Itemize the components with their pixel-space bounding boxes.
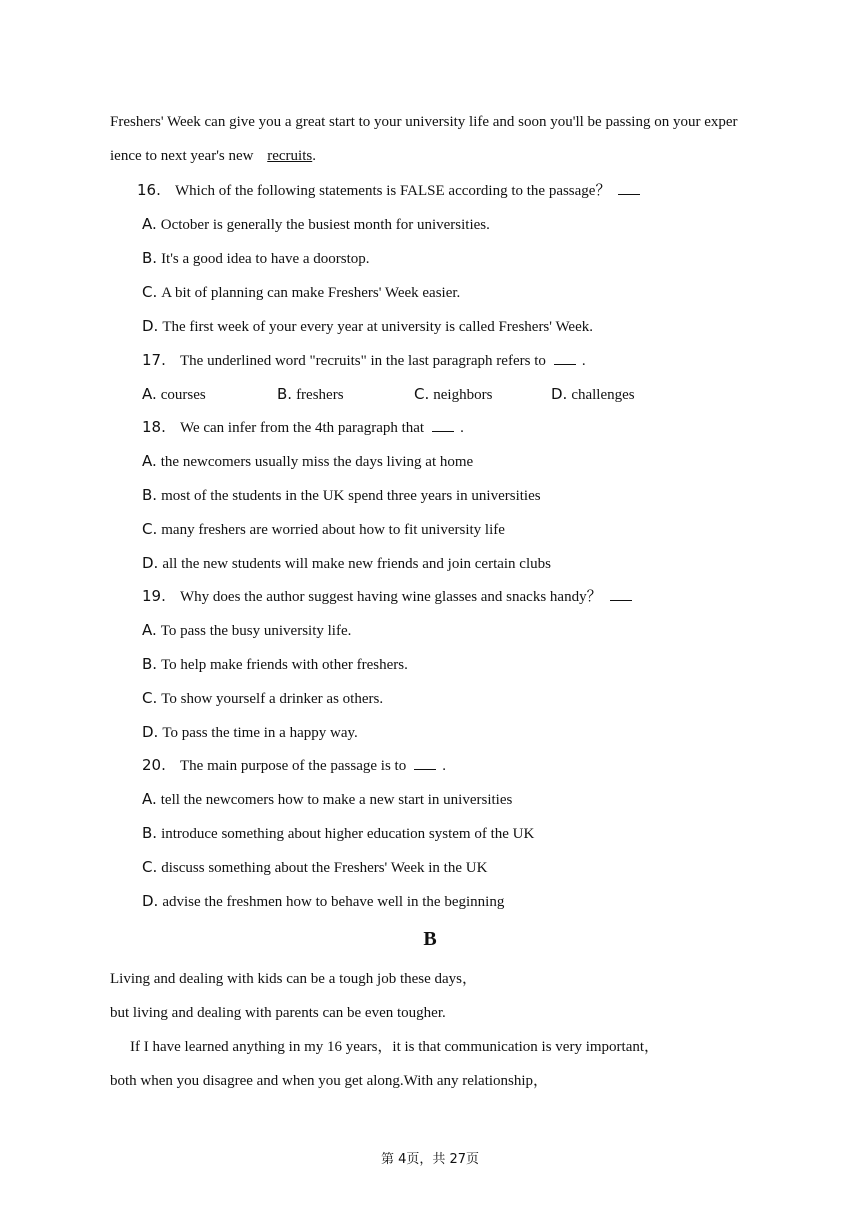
option-letter: B. bbox=[142, 824, 158, 842]
option-letter: D. bbox=[142, 723, 159, 741]
option-text: many freshers are worried about how to fit university life bbox=[161, 522, 505, 538]
option-letter: B. bbox=[142, 486, 158, 504]
question-stem-end: . bbox=[460, 420, 464, 436]
option-a bbox=[142, 789, 512, 810]
option-letter: D. bbox=[142, 892, 159, 910]
option-a bbox=[142, 620, 351, 641]
answer-blank[interactable] bbox=[554, 350, 576, 365]
option-text: A bit of planning can make Freshers' Week easier. bbox=[161, 285, 461, 301]
option-letter: C. bbox=[414, 385, 430, 403]
question-18 bbox=[142, 417, 464, 438]
option-text: most of the students in the UK spend three years in universities bbox=[161, 488, 541, 504]
option-letter: B. bbox=[142, 655, 158, 673]
option-text: The first week of your every year at university is called Freshers' Week. bbox=[162, 319, 593, 335]
question-number: 18. bbox=[142, 418, 166, 436]
question-stem-end: . bbox=[442, 758, 446, 774]
option-c bbox=[142, 282, 460, 303]
question-20 bbox=[142, 755, 446, 776]
option-text: introduce something about higher education system of the UK bbox=[161, 826, 535, 842]
option-letter: B. bbox=[277, 385, 293, 403]
question-stem-end: . bbox=[581, 353, 586, 369]
option-letter: A. bbox=[142, 385, 157, 403]
option-text: freshers bbox=[296, 387, 344, 403]
question-stem: Which of the following statements is FALSE according to the passage？ bbox=[175, 183, 611, 199]
option-b bbox=[277, 384, 344, 405]
answer-blank[interactable] bbox=[618, 180, 640, 195]
option-letter: B. bbox=[142, 249, 158, 267]
option-b bbox=[142, 823, 534, 844]
question-16 bbox=[137, 180, 640, 201]
option-text: tell the newcomers how to make a new start in universities bbox=[160, 792, 513, 808]
option-c bbox=[142, 857, 487, 878]
question-stem: Why does the author suggest having wine glasses and snacks handy？ bbox=[180, 589, 602, 605]
option-letter: A. bbox=[142, 215, 157, 233]
option-b bbox=[142, 654, 408, 675]
option-d bbox=[142, 722, 358, 743]
option-c bbox=[414, 384, 492, 405]
option-text: October is generally the busiest month for universities. bbox=[160, 217, 490, 233]
passage-line: but living and dealing with parents can be even tougher. bbox=[110, 1005, 446, 1021]
option-text: all the new students will make new friends and join certain clubs bbox=[162, 556, 551, 572]
question-stem: The main purpose of the passage is to bbox=[180, 758, 407, 774]
passage-line: both when you disagree and when you get along.With any relationship， bbox=[110, 1073, 549, 1089]
option-a bbox=[142, 451, 473, 472]
option-b bbox=[142, 485, 541, 506]
option-text: the newcomers usually miss the days living at home bbox=[160, 454, 474, 470]
option-text: challenges bbox=[571, 387, 635, 403]
option-d bbox=[142, 553, 551, 574]
option-b bbox=[142, 248, 370, 269]
option-text: To show yourself a drinker as others. bbox=[161, 691, 384, 707]
option-text: To pass the time in a happy way. bbox=[162, 725, 358, 741]
option-text: To pass the busy university life. bbox=[160, 623, 352, 639]
option-text: courses bbox=[160, 387, 206, 403]
option-letter: C. bbox=[142, 858, 158, 876]
question-number: 20. bbox=[142, 756, 166, 774]
option-d bbox=[142, 891, 504, 912]
passage-line: Living and dealing with kids can be a tough job these days， bbox=[110, 971, 478, 987]
option-text: discuss something about the Freshers' Week in the UK bbox=[161, 860, 488, 876]
option-text: It's a good idea to have a doorstop. bbox=[161, 251, 370, 267]
option-letter: C. bbox=[142, 689, 158, 707]
option-text: advise the freshmen how to behave well in the beginning bbox=[162, 894, 505, 910]
answer-blank[interactable] bbox=[414, 755, 436, 770]
option-letter: D. bbox=[142, 554, 159, 572]
option-letter: D. bbox=[142, 317, 159, 335]
question-number: 19. bbox=[142, 587, 166, 605]
option-letter: C. bbox=[142, 520, 158, 538]
question-stem: We can infer from the 4th paragraph that bbox=[180, 420, 425, 436]
question-number: 16. bbox=[137, 181, 161, 199]
passage-text: ience to next year's new bbox=[110, 148, 254, 164]
option-letter: C. bbox=[142, 283, 158, 301]
option-d bbox=[142, 316, 593, 337]
option-c bbox=[142, 688, 383, 709]
question-number: 17. bbox=[142, 351, 166, 369]
option-letter: D. bbox=[551, 385, 568, 403]
question-17 bbox=[142, 350, 586, 371]
option-c bbox=[142, 519, 505, 540]
option-a bbox=[142, 384, 206, 405]
option-text: neighbors bbox=[433, 387, 493, 403]
answer-blank[interactable] bbox=[432, 417, 454, 432]
option-d bbox=[551, 384, 635, 405]
passage-line bbox=[110, 146, 316, 166]
option-text: To help make friends with other freshers. bbox=[161, 657, 408, 673]
question-19 bbox=[142, 586, 632, 607]
passage-text: . bbox=[312, 148, 316, 164]
passage-line: Freshers' Week can give you a great start to your university life and soon you'll be passing on your exper bbox=[110, 114, 738, 130]
answer-blank[interactable] bbox=[610, 586, 632, 601]
option-letter: A. bbox=[142, 452, 157, 470]
page-footer: 第 4页，共 27页 bbox=[380, 1152, 480, 1167]
option-a bbox=[142, 214, 490, 235]
underlined-word: recruits bbox=[267, 148, 313, 164]
option-letter: A. bbox=[142, 621, 157, 639]
passage-line: If I have learned anything in my 16 years，it is that communication is very important， bbox=[130, 1039, 660, 1055]
section-heading: B bbox=[423, 928, 437, 950]
question-stem: The underlined word "recruits" in the last paragraph refers to bbox=[180, 353, 546, 369]
option-letter: A. bbox=[142, 790, 157, 808]
